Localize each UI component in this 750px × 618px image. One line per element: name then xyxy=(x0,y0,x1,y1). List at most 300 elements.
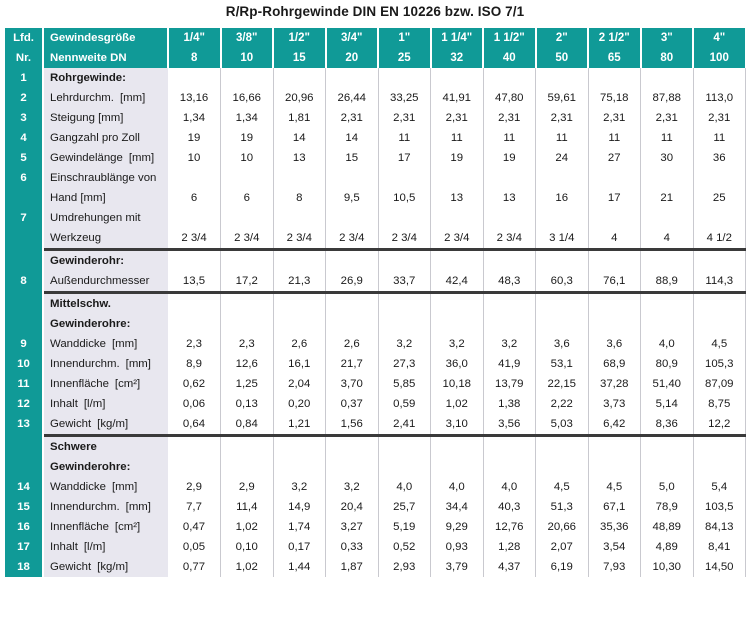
value-cell: 2,31 xyxy=(588,108,641,128)
value-cell: 2 3/4 xyxy=(168,228,221,248)
empty-cell xyxy=(378,457,431,477)
value-cell: 2,41 xyxy=(378,414,431,434)
value-cell: 10 xyxy=(168,148,221,168)
value-cell: 1,87 xyxy=(326,557,379,577)
row-number xyxy=(5,294,43,314)
table-row xyxy=(5,477,746,497)
value-cell: 17 xyxy=(378,148,431,168)
value-cell: 3,2 xyxy=(326,477,379,497)
value-cell: 17,2 xyxy=(221,271,274,291)
value-cell: 3,10 xyxy=(431,414,484,434)
value-cell: 10,18 xyxy=(431,374,484,394)
value-cell: 5,19 xyxy=(378,517,431,537)
value-cell: 3,2 xyxy=(483,334,536,354)
table-title: R/Rp-Rohrgewinde DIN EN 10226 bzw. ISO 7/1 xyxy=(225,4,525,19)
row-number: 14 xyxy=(5,477,43,497)
value-cell: 3,2 xyxy=(431,334,484,354)
table-row xyxy=(5,148,746,168)
row-label-text: Gewicht xyxy=(50,561,92,573)
empty-cell xyxy=(326,68,379,88)
row-number: 13 xyxy=(5,414,43,434)
value-cell: 4,0 xyxy=(641,334,694,354)
header-dn-3: 20 xyxy=(326,48,379,68)
value-cell: 48,3 xyxy=(483,271,536,291)
row-number: 11 xyxy=(5,374,43,394)
table-row xyxy=(5,414,746,434)
value-cell: 27 xyxy=(588,148,641,168)
header-size-1: 3/8" xyxy=(221,28,274,48)
empty-cell xyxy=(641,314,694,334)
value-cell xyxy=(483,208,536,228)
value-cell: 59,61 xyxy=(536,88,589,108)
row-label-text: Steigung [mm] xyxy=(50,112,124,124)
value-cell: 11 xyxy=(378,128,431,148)
value-cell: 14,9 xyxy=(273,497,326,517)
value-cell: 35,36 xyxy=(588,517,641,537)
value-cell: 76,1 xyxy=(588,271,641,291)
value-cell: 5,14 xyxy=(641,394,694,414)
row-number: 15 xyxy=(5,497,43,517)
value-cell: 0,06 xyxy=(168,394,221,414)
value-cell: 20,96 xyxy=(273,88,326,108)
value-cell: 1,25 xyxy=(221,374,274,394)
value-cell xyxy=(273,168,326,188)
empty-cell xyxy=(326,314,379,334)
value-cell: 1,44 xyxy=(273,557,326,577)
value-cell: 41,91 xyxy=(431,88,484,108)
row-label-text: Gewicht xyxy=(50,418,92,430)
value-cell: 11 xyxy=(588,128,641,148)
value-cell: 3,56 xyxy=(483,414,536,434)
table-body xyxy=(5,68,746,577)
value-cell: 4,5 xyxy=(588,477,641,497)
section-header-row xyxy=(5,437,746,457)
value-cell: 0,37 xyxy=(326,394,379,414)
empty-cell xyxy=(431,251,484,271)
row-label xyxy=(43,537,168,557)
header-size-9: 3" xyxy=(641,28,694,48)
value-cell: 5,85 xyxy=(378,374,431,394)
empty-cell xyxy=(221,68,274,88)
header-dn-2: 15 xyxy=(273,48,326,68)
value-cell: 10 xyxy=(221,148,274,168)
row-unit: [l/m] xyxy=(83,541,106,553)
value-cell: 9,5 xyxy=(326,188,379,208)
empty-cell xyxy=(536,68,589,88)
value-cell xyxy=(693,168,746,188)
row-label xyxy=(43,334,168,354)
value-cell: 53,1 xyxy=(536,354,589,374)
row-number: 4 xyxy=(5,128,43,148)
empty-cell xyxy=(693,457,746,477)
table-row xyxy=(5,208,746,228)
value-cell: 0,64 xyxy=(168,414,221,434)
value-cell: 22,15 xyxy=(536,374,589,394)
row-label-text: Wanddicke xyxy=(50,338,106,350)
value-cell: 4,0 xyxy=(483,477,536,497)
empty-cell xyxy=(378,314,431,334)
row-label xyxy=(43,374,168,394)
value-cell: 34,4 xyxy=(431,497,484,517)
empty-cell xyxy=(641,294,694,314)
row-label-text: Innendurchm. xyxy=(50,501,120,513)
table-row xyxy=(5,228,746,248)
value-cell: 4,5 xyxy=(693,334,746,354)
value-cell xyxy=(378,208,431,228)
value-cell: 4 xyxy=(641,228,694,248)
value-cell: 25,7 xyxy=(378,497,431,517)
value-cell: 16 xyxy=(536,188,589,208)
empty-cell xyxy=(483,457,536,477)
empty-cell xyxy=(168,294,221,314)
header-row-dn xyxy=(5,48,746,68)
value-cell: 21,3 xyxy=(273,271,326,291)
section-header-row xyxy=(5,251,746,271)
row-label-text: Wanddicke xyxy=(50,481,106,493)
row-number: 9 xyxy=(5,334,43,354)
row-unit: [l/m] xyxy=(83,398,106,410)
value-cell: 42,4 xyxy=(431,271,484,291)
table-row xyxy=(5,271,746,291)
value-cell: 33,25 xyxy=(378,88,431,108)
value-cell xyxy=(588,168,641,188)
value-cell: 2,31 xyxy=(483,108,536,128)
header-dn-8: 65 xyxy=(588,48,641,68)
value-cell: 75,18 xyxy=(588,88,641,108)
header-size-7: 2" xyxy=(536,28,589,48)
header-dn-1: 10 xyxy=(221,48,274,68)
value-cell: 4,89 xyxy=(641,537,694,557)
empty-cell xyxy=(536,314,589,334)
header-row-size xyxy=(5,28,746,48)
empty-cell xyxy=(168,68,221,88)
header-dn-5: 32 xyxy=(431,48,484,68)
value-cell: 19 xyxy=(483,148,536,168)
value-cell: 3,6 xyxy=(536,334,589,354)
value-cell: 1,34 xyxy=(168,108,221,128)
value-cell: 5,0 xyxy=(641,477,694,497)
value-cell: 60,3 xyxy=(536,271,589,291)
table-row xyxy=(5,334,746,354)
value-cell: 1,02 xyxy=(431,394,484,414)
table-row xyxy=(5,168,746,188)
row-unit: [mm] xyxy=(111,481,138,493)
empty-cell xyxy=(273,68,326,88)
value-cell: 1,02 xyxy=(221,517,274,537)
table-row xyxy=(5,128,746,148)
value-cell: 2,31 xyxy=(378,108,431,128)
header-gewindesgroesse: Gewindesgröße xyxy=(43,28,168,48)
value-cell: 6 xyxy=(221,188,274,208)
value-cell: 2,3 xyxy=(168,334,221,354)
value-cell: 80,9 xyxy=(641,354,694,374)
header-size-2: 1/2" xyxy=(273,28,326,48)
value-cell: 7,93 xyxy=(588,557,641,577)
value-cell: 2 3/4 xyxy=(273,228,326,248)
row-number xyxy=(5,314,43,334)
value-cell: 4,5 xyxy=(536,477,589,497)
row-label xyxy=(43,168,168,188)
section-label: Rohrgewinde: xyxy=(43,68,168,88)
table-row xyxy=(5,354,746,374)
value-cell: 47,80 xyxy=(483,88,536,108)
value-cell: 21 xyxy=(641,188,694,208)
empty-cell xyxy=(221,294,274,314)
value-cell: 103,5 xyxy=(693,497,746,517)
value-cell: 6,42 xyxy=(588,414,641,434)
value-cell: 0,47 xyxy=(168,517,221,537)
row-number: 3 xyxy=(5,108,43,128)
value-cell: 16,66 xyxy=(221,88,274,108)
section-label: Schwere xyxy=(43,437,168,457)
value-cell: 3,73 xyxy=(588,394,641,414)
value-cell: 0,13 xyxy=(221,394,274,414)
value-cell: 3,27 xyxy=(326,517,379,537)
value-cell: 84,13 xyxy=(693,517,746,537)
table-row xyxy=(5,517,746,537)
value-cell: 8,41 xyxy=(693,537,746,557)
value-cell: 14,50 xyxy=(693,557,746,577)
row-number: 1 xyxy=(5,68,43,88)
row-number xyxy=(5,228,43,248)
row-label xyxy=(43,271,168,291)
header-dn-10: 100 xyxy=(693,48,746,68)
row-number xyxy=(5,437,43,457)
empty-cell xyxy=(641,251,694,271)
row-unit: [mm] xyxy=(125,358,151,370)
value-cell: 78,9 xyxy=(641,497,694,517)
header-dn-4: 25 xyxy=(378,48,431,68)
value-cell: 25 xyxy=(693,188,746,208)
value-cell: 13 xyxy=(273,148,326,168)
header-dn-9: 80 xyxy=(641,48,694,68)
value-cell: 13,5 xyxy=(168,271,221,291)
value-cell: 13,16 xyxy=(168,88,221,108)
value-cell: 67,1 xyxy=(588,497,641,517)
value-cell: 30 xyxy=(641,148,694,168)
value-cell: 2,31 xyxy=(326,108,379,128)
value-cell: 87,09 xyxy=(693,374,746,394)
value-cell: 2,3 xyxy=(221,334,274,354)
empty-cell xyxy=(693,437,746,457)
header-size-3: 3/4" xyxy=(326,28,379,48)
header-dn-6: 40 xyxy=(483,48,536,68)
empty-cell xyxy=(168,437,221,457)
value-cell: 5,03 xyxy=(536,414,589,434)
empty-cell xyxy=(221,251,274,271)
empty-cell xyxy=(431,68,484,88)
empty-cell xyxy=(588,314,641,334)
value-cell: 20,4 xyxy=(326,497,379,517)
row-number: 17 xyxy=(5,537,43,557)
row-unit: [kg/m] xyxy=(97,561,129,573)
empty-cell xyxy=(168,251,221,271)
empty-cell xyxy=(273,457,326,477)
value-cell: 3,2 xyxy=(273,477,326,497)
value-cell xyxy=(641,208,694,228)
empty-cell xyxy=(326,457,379,477)
value-cell: 3,79 xyxy=(431,557,484,577)
row-label xyxy=(43,557,168,577)
value-cell: 6,19 xyxy=(536,557,589,577)
row-label xyxy=(43,188,168,208)
row-number: 10 xyxy=(5,354,43,374)
value-cell: 113,0 xyxy=(693,88,746,108)
empty-cell xyxy=(378,251,431,271)
value-cell: 0,33 xyxy=(326,537,379,557)
value-cell xyxy=(693,208,746,228)
header-size-8: 2 1/2" xyxy=(588,28,641,48)
empty-cell xyxy=(221,457,274,477)
table-header xyxy=(5,28,746,68)
value-cell xyxy=(588,208,641,228)
value-cell: 13 xyxy=(431,188,484,208)
value-cell: 24 xyxy=(536,148,589,168)
value-cell: 1,02 xyxy=(221,557,274,577)
value-cell: 0,10 xyxy=(221,537,274,557)
empty-cell xyxy=(273,314,326,334)
value-cell: 1,34 xyxy=(221,108,274,128)
header-dn-0: 8 xyxy=(168,48,221,68)
value-cell: 0,52 xyxy=(378,537,431,557)
row-number: 12 xyxy=(5,394,43,414)
empty-cell xyxy=(536,437,589,457)
empty-cell xyxy=(221,437,274,457)
empty-cell xyxy=(588,457,641,477)
empty-cell xyxy=(693,314,746,334)
row-label-text: Innenfläche xyxy=(50,378,109,390)
empty-cell xyxy=(641,437,694,457)
value-cell: 0,93 xyxy=(431,537,484,557)
row-label xyxy=(43,497,168,517)
row-label-text: Innendurchm. xyxy=(50,358,120,370)
value-cell: 19 xyxy=(431,148,484,168)
empty-cell xyxy=(378,437,431,457)
row-number: 7 xyxy=(5,208,43,228)
row-label-text: Lehrdurchm. xyxy=(50,92,114,104)
value-cell: 0,77 xyxy=(168,557,221,577)
value-cell: 41,9 xyxy=(483,354,536,374)
row-number: 18 xyxy=(5,557,43,577)
header-dn-7: 50 xyxy=(536,48,589,68)
row-label xyxy=(43,414,168,434)
value-cell: 0,59 xyxy=(378,394,431,414)
row-label xyxy=(43,228,168,248)
value-cell: 12,76 xyxy=(483,517,536,537)
empty-cell xyxy=(588,437,641,457)
thread-table xyxy=(5,28,747,577)
empty-cell xyxy=(483,68,536,88)
empty-cell xyxy=(693,294,746,314)
empty-cell xyxy=(536,251,589,271)
value-cell: 114,3 xyxy=(693,271,746,291)
value-cell: 0,17 xyxy=(273,537,326,557)
value-cell: 37,28 xyxy=(588,374,641,394)
empty-cell xyxy=(326,294,379,314)
value-cell: 12,2 xyxy=(693,414,746,434)
value-cell: 3,54 xyxy=(588,537,641,557)
value-cell: 36 xyxy=(693,148,746,168)
value-cell: 2 3/4 xyxy=(431,228,484,248)
row-label xyxy=(43,208,168,228)
empty-cell xyxy=(326,251,379,271)
header-size-10: 4" xyxy=(693,28,746,48)
value-cell: 16,1 xyxy=(273,354,326,374)
value-cell: 14 xyxy=(273,128,326,148)
section-label: Gewinderohr: xyxy=(43,251,168,271)
value-cell: 21,7 xyxy=(326,354,379,374)
empty-cell xyxy=(483,314,536,334)
empty-cell xyxy=(641,68,694,88)
row-label-text: Inhalt xyxy=(50,541,78,553)
value-cell: 3 1/4 xyxy=(536,228,589,248)
value-cell: 11 xyxy=(483,128,536,148)
header-size-0: 1/4" xyxy=(168,28,221,48)
value-cell: 8,75 xyxy=(693,394,746,414)
row-label xyxy=(43,88,168,108)
value-cell: 48,89 xyxy=(641,517,694,537)
value-cell xyxy=(536,168,589,188)
row-label-text: Einschraublänge von xyxy=(50,172,157,184)
table-row xyxy=(5,497,746,517)
value-cell: 2,04 xyxy=(273,374,326,394)
row-unit: [kg/m] xyxy=(97,418,129,430)
row-label-text: Werkzeug xyxy=(50,232,102,244)
value-cell: 2,93 xyxy=(378,557,431,577)
value-cell: 10,30 xyxy=(641,557,694,577)
value-cell: 1,56 xyxy=(326,414,379,434)
row-label xyxy=(43,108,168,128)
table-row xyxy=(5,374,746,394)
value-cell xyxy=(536,208,589,228)
value-cell xyxy=(431,168,484,188)
value-cell: 2,9 xyxy=(168,477,221,497)
empty-cell xyxy=(693,251,746,271)
empty-cell xyxy=(168,457,221,477)
row-number: 16 xyxy=(5,517,43,537)
value-cell: 13,79 xyxy=(483,374,536,394)
value-cell: 2,31 xyxy=(641,108,694,128)
value-cell: 68,9 xyxy=(588,354,641,374)
empty-cell xyxy=(641,457,694,477)
value-cell: 10,5 xyxy=(378,188,431,208)
value-cell: 2,9 xyxy=(221,477,274,497)
row-number xyxy=(5,251,43,271)
row-label-text: Inhalt xyxy=(50,398,78,410)
value-cell: 4 1/2 xyxy=(693,228,746,248)
value-cell: 2,07 xyxy=(536,537,589,557)
row-label xyxy=(43,394,168,414)
value-cell: 11 xyxy=(693,128,746,148)
row-label-text: Gangzahl pro Zoll xyxy=(50,132,140,144)
value-cell: 4,0 xyxy=(378,477,431,497)
value-cell: 14 xyxy=(326,128,379,148)
row-label xyxy=(43,517,168,537)
empty-cell xyxy=(273,251,326,271)
row-unit: [cm²] xyxy=(114,521,141,533)
value-cell: 2 3/4 xyxy=(221,228,274,248)
row-label xyxy=(43,128,168,148)
value-cell: 12,6 xyxy=(221,354,274,374)
section-label: Gewinderohre: xyxy=(43,314,168,334)
value-cell: 87,88 xyxy=(641,88,694,108)
value-cell: 40,3 xyxy=(483,497,536,517)
value-cell: 2 3/4 xyxy=(378,228,431,248)
value-cell: 2,22 xyxy=(536,394,589,414)
value-cell: 11 xyxy=(641,128,694,148)
value-cell: 11 xyxy=(536,128,589,148)
empty-cell xyxy=(588,294,641,314)
